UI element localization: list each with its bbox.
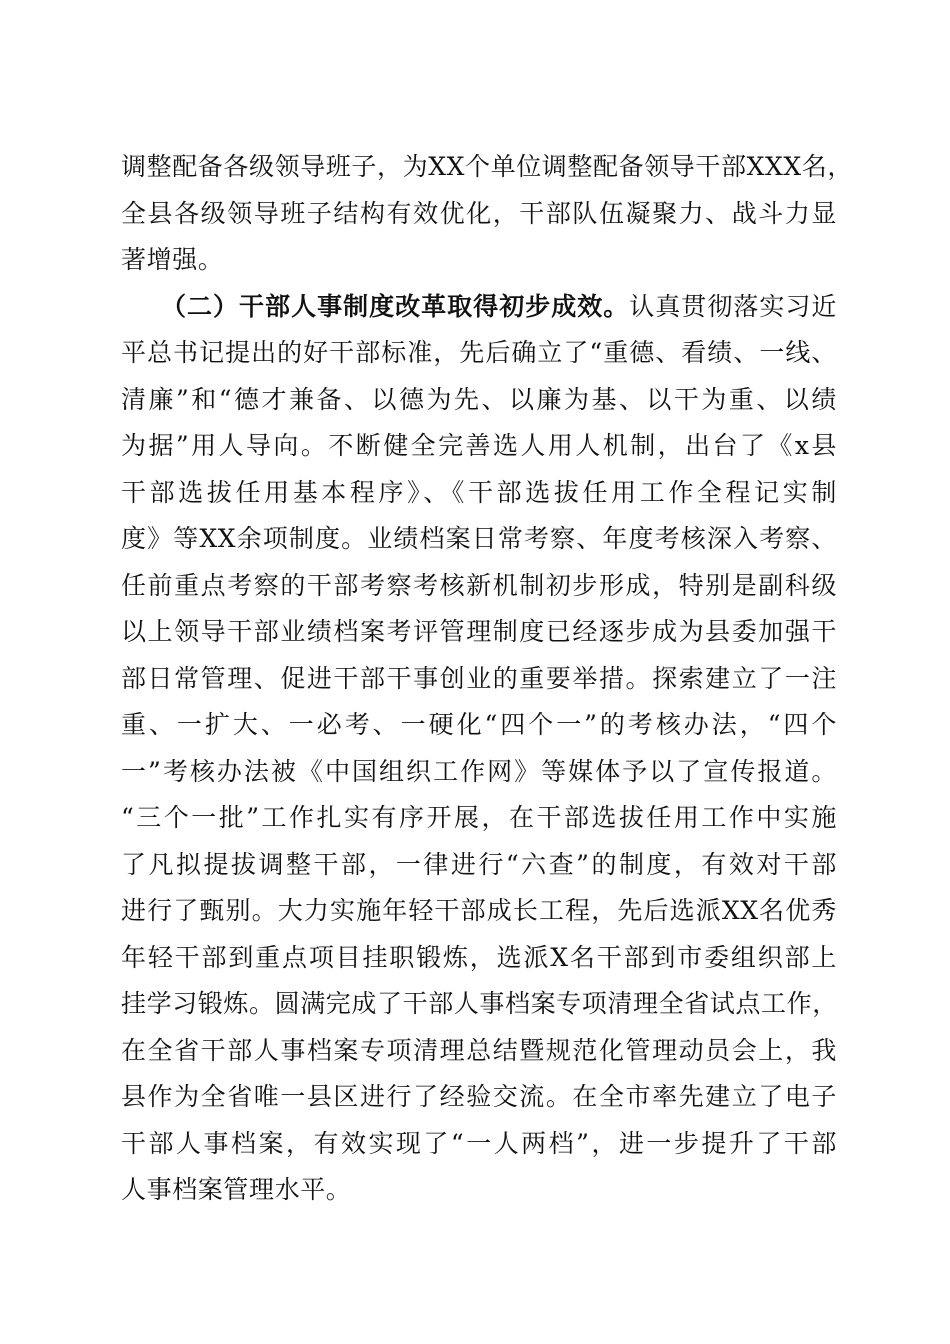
text-line-first [121, 284, 837, 331]
text-line: 人事档案管理水平。 [121, 1175, 352, 1204]
document-body [121, 144, 853, 1214]
text-line: 挂学习锻炼。圆满完成了干部人事档案专项清理全省试点工作， [121, 989, 838, 1018]
text-line: 部日常管理、促进干部干事创业的重要举措。探索建立了一注 [121, 663, 837, 693]
paragraph-1 [121, 144, 853, 284]
text-line: 平总书记提出的好干部标准，先后确立了“重德、看绩、一线、 [121, 338, 837, 367]
text-line: 著增强。 [121, 245, 224, 274]
paragraph-2 [121, 284, 837, 1214]
text-line: 全县各级领导班子结构有效优化，干部队伍凝聚力、战斗力显 [121, 198, 837, 228]
text-line: 调整配备各级领导班子，为XX个单位调整配备领导干部XXX名， [121, 152, 853, 181]
text-line: 一”考核办法被《中国组织工作网》等媒体予以了宣传报道。 [121, 756, 837, 786]
text-line: 清廉”和“德才兼备、以德为先、以廉为基、以干为重、以绩 [121, 384, 837, 414]
text-line: 干部人事档案，有效实现了“一人两档”，进一步提升了干部 [121, 1128, 837, 1158]
text-line: “三个一批”工作扎实有序开展，在干部选拔任用工作中实施 [121, 803, 837, 832]
text-run: 认真贯彻落实习近 [629, 291, 837, 321]
section-heading: （二）干部人事制度改革取得初步成效。 [161, 291, 630, 321]
text-line: 年轻干部到重点项目挂职锻炼，选派X名干部到市委组织部上 [121, 942, 837, 972]
text-line: 县作为全省唯一县区进行了经验交流。在全市率先建立了电子 [121, 1082, 837, 1111]
text-line: 以上领导干部业绩档案考评管理制度已经逐步成为县委加强干 [121, 617, 837, 646]
text-line: 进行了甄别。大力实施年轻干部成长工程，先后选派XX名优秀 [121, 896, 837, 925]
text-line: 重、一扩大、一必考、一硬化“四个一”的考核办法，“四个 [121, 710, 837, 739]
text-line: 了凡拟提拔调整干部，一律进行“六查”的制度，有效对干部 [121, 849, 837, 879]
text-line: 任前重点考察的干部考察考核新机制初步形成，特别是副科级 [121, 570, 837, 600]
text-line: 在全省干部人事档案专项清理总结暨规范化管理动员会上，我 [121, 1035, 837, 1065]
text-line: 度》等XX余项制度。业绩档案日常考察、年度考核深入考察、 [121, 524, 837, 553]
text-line: 为据”用人导向。不断健全完善选人用人机制，出台了《x县 [121, 431, 837, 460]
text-line: 干部选拔任用基本程序》、《干部选拔任用工作全程记实制 [121, 477, 837, 507]
